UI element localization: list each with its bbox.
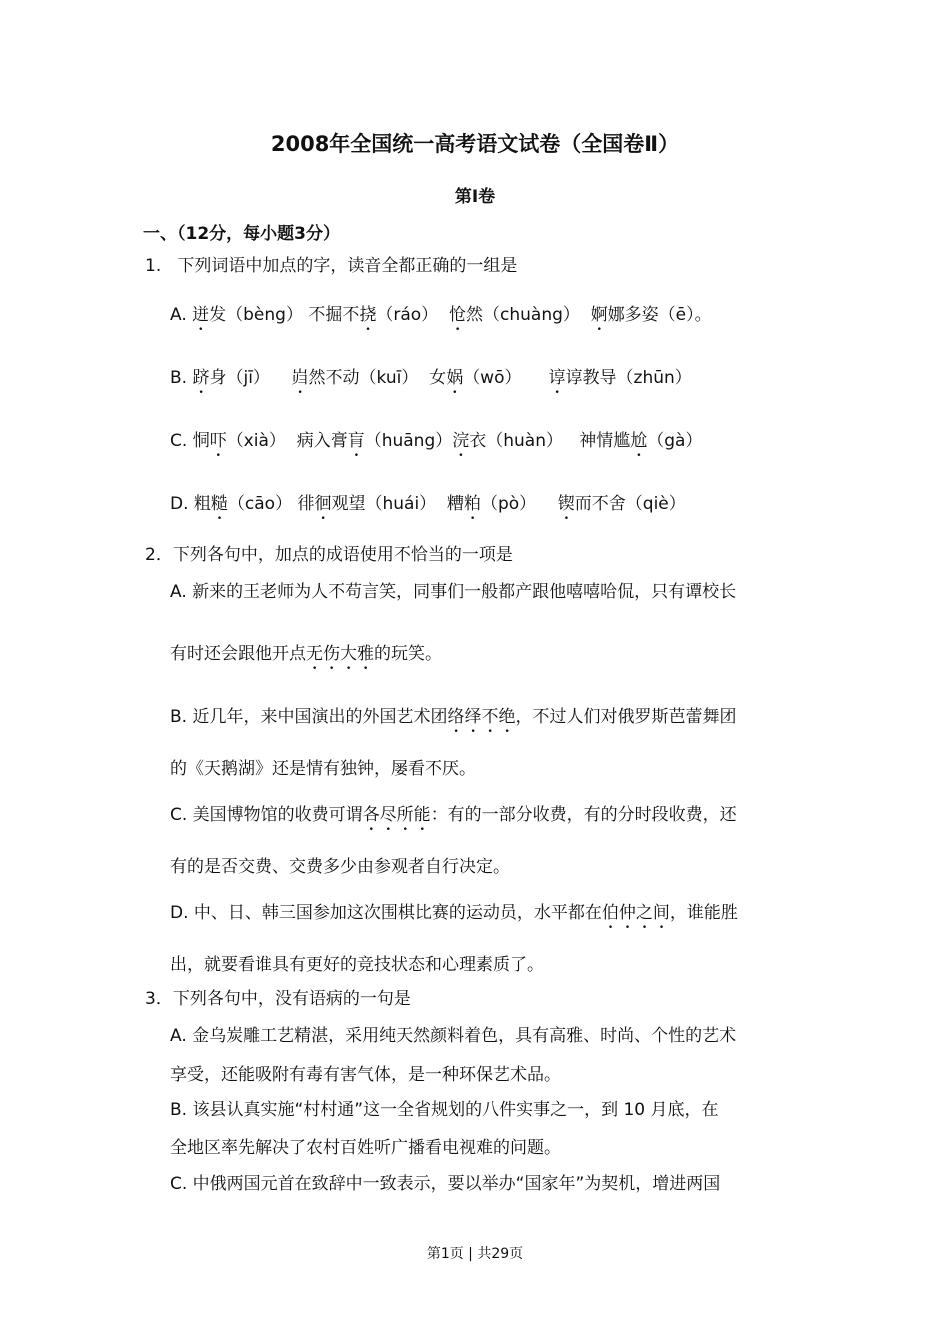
text-segment: C. 中俄两国元首在致辞中一致表示，要以举办“国家年”为契机，增进两国: [170, 1174, 721, 1194]
text-segment: 衣（huàn） 神情尴: [469, 431, 631, 451]
text-segment: A.: [170, 305, 193, 325]
text-segment: D. 中、日、韩三国参加这次围棋比赛的运动员，水平都在: [170, 903, 602, 923]
option-2c-line2: [170, 856, 510, 878]
emphasized-text: 肓: [347, 431, 365, 451]
option-2d-line1: [170, 902, 738, 933]
emphasized-text: 徊: [314, 494, 332, 514]
emphasized-text: 糙: [210, 494, 228, 514]
text-segment: 享受，还能吸附有毒有害气体，是一种环保艺术品。: [170, 1065, 561, 1085]
option-2d-line2: [170, 954, 544, 976]
text-segment: （pò）: [480, 494, 558, 514]
option-3b-line1: [170, 1099, 719, 1121]
emphasized-text: 婀: [590, 305, 608, 325]
text-segment: （gà）: [647, 431, 703, 451]
emphasized-text: 怆: [449, 305, 466, 325]
option-2a-line1: [170, 581, 736, 603]
text-segment: ，不过人们对俄罗斯芭蕾舞团: [515, 707, 737, 727]
emphasized-text: 谆: [548, 368, 566, 388]
option-2a-line2: [170, 643, 442, 674]
option-1d: [170, 493, 686, 524]
emphasized-text: 岿: [291, 368, 309, 388]
text-segment: 的《天鹅湖》还是情有独钟，屡看不厌。: [170, 759, 476, 779]
text-segment: A. 金乌炭雕工艺精湛，采用纯天然颜料着色，具有高雅、时尚、个性的艺术: [170, 1026, 737, 1046]
text-segment: ：有的一部分收费，有的分时段收费，还: [430, 805, 737, 825]
emphasized-text: 娲: [446, 368, 464, 388]
option-2c-line1: [170, 804, 737, 835]
option-3a-line1: [170, 1025, 736, 1047]
emphasized-text: 各尽所能: [362, 805, 431, 825]
option-1a: [170, 304, 712, 335]
text-segment: 3．下列各句中，没有语病的一句是: [145, 989, 411, 1009]
option-3c-line1: [170, 1173, 720, 1195]
text-segment: 出，就要看谁具有更好的竞技状态和心理素质了。: [170, 955, 544, 975]
text-segment: 而不舍（qiè）: [574, 494, 686, 514]
emphasized-text: 迸: [192, 305, 210, 325]
text-segment: （cāo） 徘: [227, 494, 315, 514]
option-1c: [170, 430, 702, 461]
text-segment: D. 粗: [170, 494, 211, 514]
emphasized-text: 无伤大雅: [306, 644, 374, 664]
emphasized-text: 跻: [192, 368, 210, 388]
text-segment: （huāng）: [364, 431, 453, 451]
emphasized-text: 络绎不绝: [447, 707, 516, 727]
emphasized-text: 挠: [359, 305, 377, 325]
option-3a-line2: [170, 1064, 561, 1086]
section-heading: 一、（12分，每小题3分）: [143, 224, 340, 244]
text-segment: （xià） 病入膏: [226, 431, 348, 451]
option-2b-line2: [170, 758, 476, 780]
text-segment: A. 新来的王老师为人不苟言笑，同事们一般都产跟他嘻嘻哈侃，只有谭校长: [170, 582, 737, 602]
text-segment: （wō）: [463, 368, 549, 388]
text-segment: （ráo）: [376, 305, 449, 325]
text-segment: 有时还会跟他开点: [170, 644, 306, 664]
text-segment: 1. 下列词语中加点的字，读音全都正确的一组是: [145, 256, 518, 276]
text-segment: 观望（huái） 糟: [331, 494, 464, 514]
page-footer: 第1页 | 共29页: [426, 1246, 524, 1262]
emphasized-text: 浣: [452, 431, 470, 451]
emphasized-text: 吓: [209, 431, 227, 451]
text-segment: B. 近几年，来中国演出的外国艺术团: [170, 707, 448, 727]
question-1: [145, 255, 517, 277]
text-segment: 娜多姿（ē）。: [607, 305, 712, 325]
question-3: [145, 988, 411, 1010]
text-segment: 谆教导（zhūn）: [565, 368, 692, 388]
emphasized-text: 尬: [630, 431, 648, 451]
option-1b: [170, 367, 692, 398]
text-segment: B. 该县认真实施“村村通”这一全省规划的八件实事之一，到 10 月底，在: [170, 1100, 719, 1120]
option-2b-line1: [170, 706, 736, 737]
text-segment: 2．下列各句中，加点的成语使用不恰当的一项是: [145, 545, 513, 565]
text-segment: 的玩笑。: [374, 644, 442, 664]
page-title: 2008年全国统一高考语文试卷（全国卷Ⅱ）: [270, 132, 680, 156]
emphasized-text: 伯仲之间: [601, 903, 670, 923]
emphasized-text: 锲: [557, 494, 575, 514]
text-segment: 发（bèng） 不掘不: [209, 305, 360, 325]
question-2: [145, 544, 513, 566]
text-segment: 然不动（kuī） 女: [308, 368, 447, 388]
option-3b-line2: [170, 1137, 561, 1159]
text-segment: C. 恫: [170, 431, 210, 451]
emphasized-text: 粕: [463, 494, 481, 514]
text-segment: 有的是否交费、交费多少由参观者自行决定。: [170, 857, 510, 877]
text-segment: 全地区率先解决了农村百姓听广播看电视难的问题。: [170, 1138, 561, 1158]
text-segment: 然（chuàng）: [466, 305, 591, 325]
text-segment: 身（jī）: [209, 368, 292, 388]
volume-heading: 第I卷: [454, 187, 496, 207]
text-segment: C. 美国博物馆的收费可谓: [170, 805, 363, 825]
text-segment: B.: [170, 368, 193, 388]
text-segment: ，谁能胜: [669, 903, 738, 923]
